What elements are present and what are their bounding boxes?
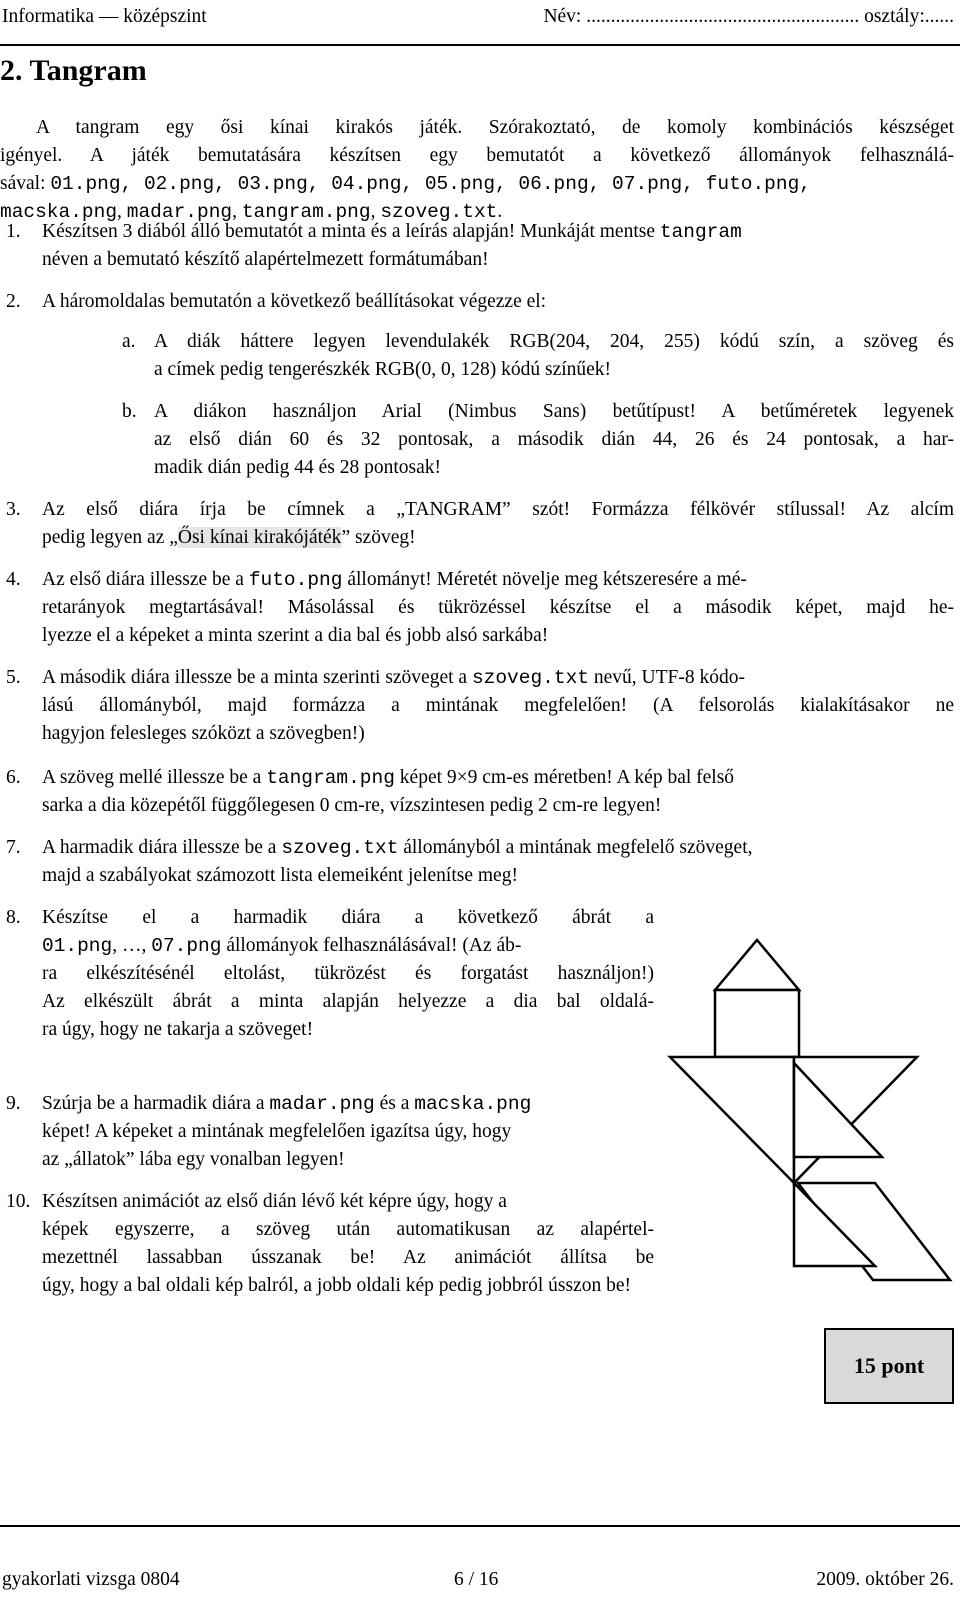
page-title: 2. Tangram	[0, 54, 147, 87]
subtitle-highlight: Ősi kínai kirakójáték	[177, 527, 342, 548]
intro-line-3: sával: 01.png, 02.png, 03.png, 04.png, 05.png, 06.png, 07.png, futo.png,	[0, 173, 811, 195]
score-label: 15 pont	[853, 1353, 925, 1378]
header-subject: Informatika — középszint	[2, 6, 207, 27]
task-7-number: 7.	[6, 837, 21, 858]
footer-date: 2009. október 26.	[816, 1569, 954, 1590]
task-6-number: 6.	[6, 767, 21, 788]
task-2a-letter: a.	[122, 331, 136, 352]
score-box	[824, 1328, 954, 1404]
tangram-left-wing-triangle	[670, 1057, 794, 1183]
header-name-class-field: Név: ........................................................ osztály:......	[543, 6, 954, 27]
tangram-neck-square	[715, 990, 799, 1057]
tangram-head-triangle	[715, 940, 799, 990]
intro-line-2: igényel. A játék bemutatására készítsen egy bemutatót a következő állományok felhasználá-	[0, 145, 954, 166]
task-10-text: Készítsen animációt az első dián lévő két képre úgy, hogy a képek egyszerre, a szöveg után automatikusan az alapértel- mezettnél lassabban ússzanak be! Az animációt állítsa be úgy, hogy a bal oldali kép balról, a jobb oldali kép pedig jobbról ússzon be!	[42, 1191, 654, 1296]
task-7-text: A harmadik diára illessze be a szoveg.txt állományból a mintának megfelelő szöveget, majd a szabályokat számozott lista elemeiként jelenítse meg!	[42, 837, 753, 886]
task-2-number: 2.	[6, 291, 21, 312]
task-1-number: 1.	[6, 221, 21, 242]
intro-paragraph	[0, 114, 954, 226]
task-9-text: Szúrja be a harmadik diára a madar.png és a macska.png képet! A képeket a mintának megfelelően igazítsa úgy, hogy az „állatok” lába egy vonalban legyen!	[42, 1093, 532, 1170]
intro-file-list: 01.png, 02.png, 03.png, 04.png, 05.png, 06.png, 07.png, futo.png,	[50, 173, 811, 195]
task-3-number: 3.	[6, 499, 21, 520]
task-4-text: Az első diára illessze be a futo.png állományt! Méretét növelje meg kétszeresére a mé- retarányok megtartásával! Másolással és tükrözéssel készítse el a második képet, majd he- lyezze el a képeket a minta szerint a dia bal és jobb alsó sarkába!	[42, 569, 954, 646]
task-2-text: A háromoldalas bemutatón a következő beállításokat végezze el:	[42, 291, 547, 312]
task-6-text: A szöveg mellé illessze be a tangram.png képet 9×9 cm-es méretben! A kép bal felső sarka a dia közepétől függőlegesen 0 cm-re, vízszintesen pedig 2 cm-re legyen!	[42, 767, 735, 816]
task-8-number: 8.	[6, 907, 21, 928]
footer-rule	[0, 1525, 960, 1527]
task-1-text: Készítsen 3 diából álló bemutatót a minta és a leírás alapján! Munkáját mentse tangram néven a bemutató készítő alapértelmezett formátumában!	[42, 221, 742, 270]
task-4-number: 4.	[6, 569, 21, 590]
intro-line-4: macska.png, madar.png, tangram.png, szoveg.txt.	[0, 201, 503, 223]
task-9-number: 9.	[6, 1093, 21, 1114]
footer-page-number: 6 / 16	[454, 1569, 499, 1590]
task-10-number: 10.	[6, 1191, 31, 1212]
footer-exam-code: gyakorlati vizsga 0804	[2, 1569, 180, 1590]
task-5-number: 5.	[6, 667, 21, 688]
task-2b-text: A diákon használjon Arial (Nimbus Sans) betűtípust! A betűméretek legyenek az első dián 60 és 32 pontosak, a második dián 44, 26 és 24 pontosak, a har- madik dián pedig 44 és 28 pontosak!	[154, 401, 954, 478]
task-3-text: Az első diára írja be címnek a „TANGRAM” szót! Formázza félkövér stílussal! Az alcím pedig legyen az „Ősi kínai kirakójáték” szöveg!	[42, 499, 954, 548]
intro-line-1: A tangram egy ősi kínai kirakós játék. Szórakoztató, de komoly kombinációs készséget	[36, 117, 954, 138]
header-rule	[0, 44, 960, 46]
task-8-text: Készítse el a harmadik diára a következő ábrát a 01.png, …, 07.png állományok felhasználásával! (Az áb- ra elkészítésénél eltolást, tükrözést és forgatást használjon!) Az elkészült ábrát a minta alapján helyezze a dia bal oldalá- ra úgy, hogy ne takarja a szöveget!	[42, 907, 654, 1040]
task-5-text: A második diára illessze be a minta szerinti szöveget a szoveg.txt nevű, UTF-8 kódo- lású állományból, majd formázza a mintának megfelelően! (A felsorolás kialakításakor ne hagyjon felesleges szóközt a szövegben!)	[42, 667, 954, 744]
task-2a-text: A diák háttere legyen levendulakék RGB(204, 204, 255) kódú szín, a szöveg és a címek pedig tengerészkék RGB(0, 0, 128) kódú színűek!	[154, 331, 954, 380]
task-2b-letter: b.	[122, 401, 137, 422]
